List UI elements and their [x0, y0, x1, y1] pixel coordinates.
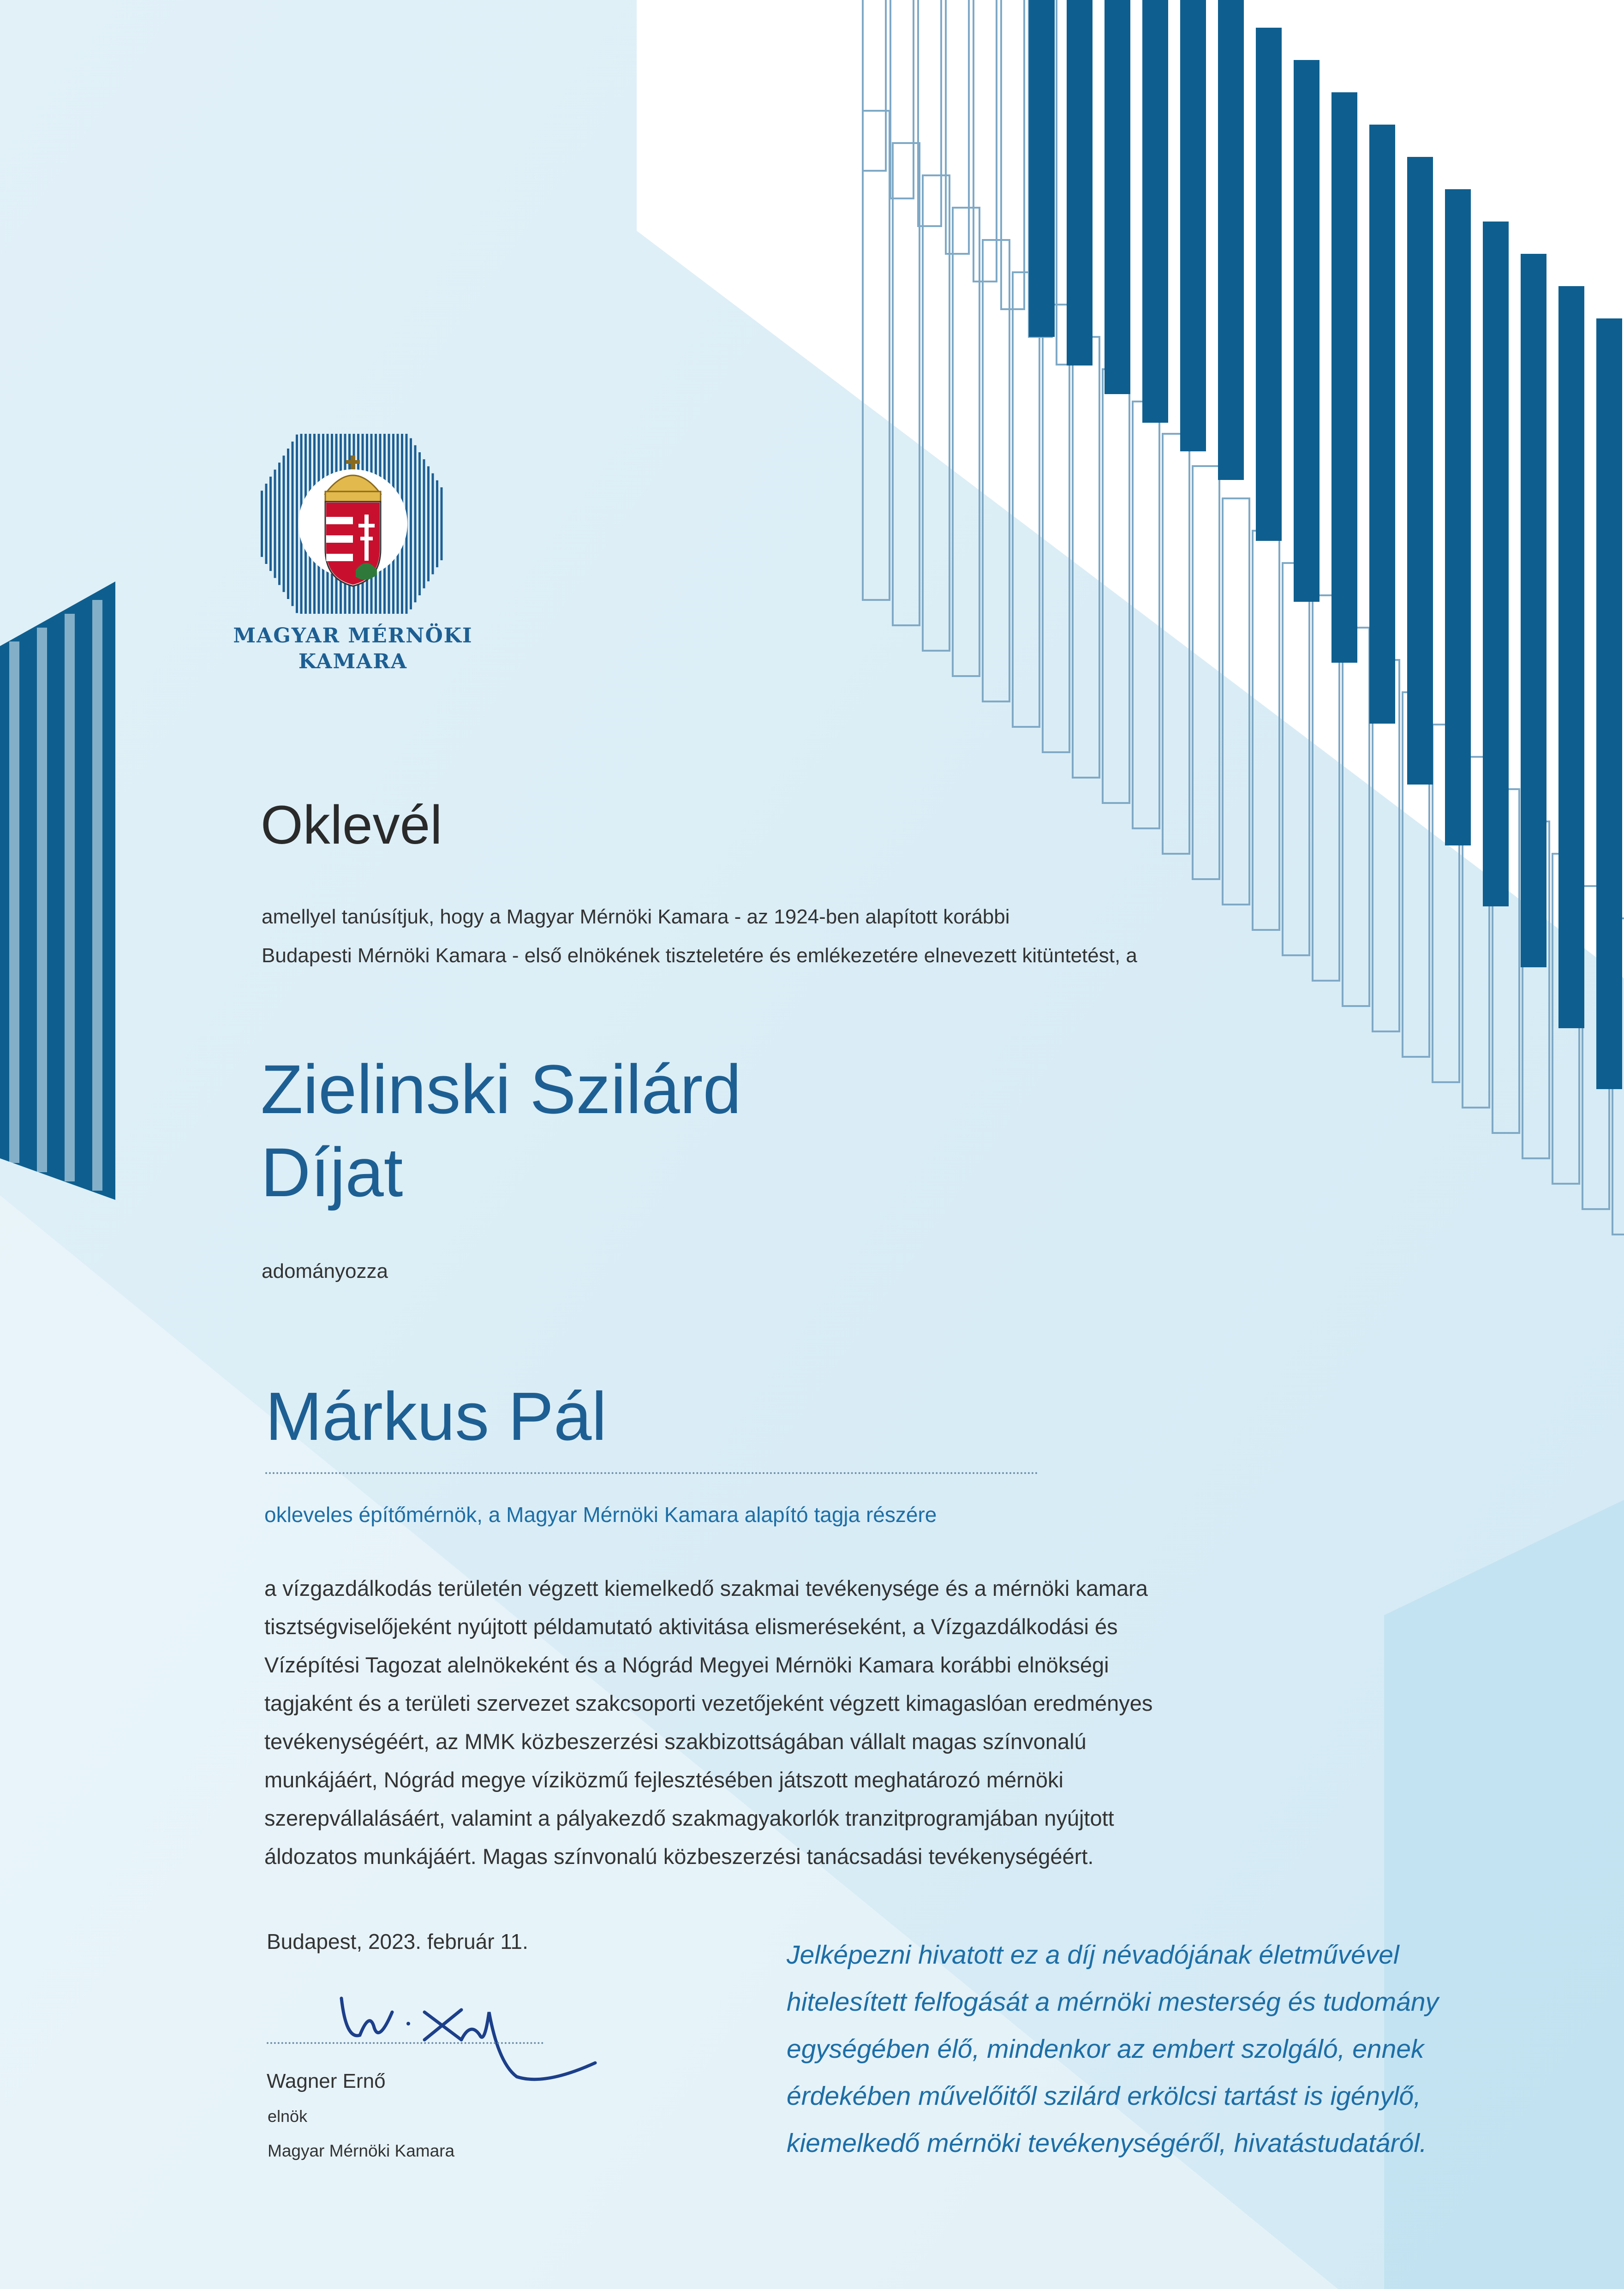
award-title	[261, 1048, 741, 1214]
dark-bar	[1331, 92, 1357, 663]
signer-role: elnök	[268, 2107, 308, 2126]
logo-stripe	[283, 455, 285, 592]
citation-line: a vízgazdálkodás területén végzett kiemelkedő szakmai tevékenysége és a mérnöki kamara	[264, 1576, 1148, 1600]
dark-bar	[1596, 318, 1622, 1089]
conferral-text: adományozza	[262, 1260, 388, 1282]
intro-line-1: amellyel tanúsítjuk, hogy a Magyar Mérnöki Kamara - az 1924-ben alapított korábbi	[262, 905, 1010, 928]
logo-stripe	[427, 466, 430, 581]
citation-line: tevékenységéért, az MMK közbeszerzési szakbizottságában vállalt magas színvonalú	[264, 1729, 1087, 1754]
dark-bar	[1294, 60, 1320, 602]
dark-bar	[1067, 0, 1093, 366]
motto-line: érdekében művelőitől szilárd erkölcsi tartást is igénylő,	[787, 2081, 1421, 2111]
dark-bar	[1407, 157, 1433, 785]
dark-bar	[1180, 0, 1206, 451]
logo-line-1: MAGYAR MÉRNÖKI	[233, 624, 473, 647]
dark-bar	[1142, 0, 1168, 423]
intro-line-2: Budapesti Mérnöki Kamara - első elnökének tiszteletére és emlékezetére elnevezett kitüntetést, a	[262, 944, 1137, 967]
intro-text	[262, 898, 1138, 975]
dark-bar	[1029, 0, 1055, 337]
citation-line: Vízépítési Tagozat alelnökeként és a Nógrád Megyei Mérnöki Kamara korábbi elnökségi	[264, 1653, 1109, 1677]
logo-stripe	[441, 487, 443, 560]
citation-text	[264, 1569, 1210, 1876]
logo-stripe	[432, 473, 434, 575]
signer-organization: Magyar Mérnöki Kamara	[268, 2141, 455, 2160]
dark-bar	[1558, 286, 1584, 1028]
dark-bar	[1369, 125, 1395, 724]
signer-name: Wagner Ernő	[267, 2070, 386, 2092]
citation-line: szerepvállalásáért, valamint a pályakezdő szakmagyakorlók tranzitprogramjában nyújtott	[264, 1806, 1114, 1830]
recipient-capacity: okleveles építőmérnök, a Magyar Mérnöki Kamara alapító tagja részére	[264, 1503, 937, 1527]
signature-line	[267, 2042, 543, 2044]
logo-stripe	[292, 442, 294, 606]
logo-stripe	[274, 470, 276, 578]
dark-bar	[1256, 28, 1282, 541]
coat-of-arms-icon	[325, 502, 381, 586]
logo-text	[231, 623, 475, 675]
motto-line: Jelképezni hivatott ez a díj névadójának életművével	[787, 1940, 1399, 1970]
dark-bar	[1445, 189, 1471, 845]
dark-bar	[1483, 222, 1509, 906]
logo-stripe	[261, 491, 263, 557]
citation-line: tagjaként és a területi szervezet szakcsoporti vezetőjeként végzett kimagaslóan eredményes	[264, 1691, 1153, 1715]
motto-line: kiemelkedő mérnöki tevékenységéről, hivatástudatáról.	[787, 2128, 1427, 2158]
recipient-name: Márkus Pál	[265, 1378, 607, 1455]
lower-right-blue-panel	[1384, 1500, 1624, 2289]
logo-stripe	[265, 484, 268, 564]
citation-line: áldozatos munkájáért. Magas színvonalú közbeszerzési tanácsadási tevékenységéért.	[264, 1844, 1094, 1869]
logo-stripe	[436, 480, 438, 567]
logo-stripe	[296, 435, 298, 613]
citation-line: tisztségviselőjeként nyújtott példamutató aktivitása elismeréseként, a Vízgazdálkodási és	[264, 1614, 1118, 1639]
dark-bar	[1218, 0, 1244, 480]
logo-stripe	[269, 477, 272, 571]
dark-bar	[1105, 0, 1130, 394]
award-line-2: Díjat	[261, 1133, 403, 1211]
award-line-1: Zielinski Szilárd	[261, 1050, 741, 1128]
motto-line: egységében élő, mindenkor az embert szolgáló, ennek	[787, 2034, 1424, 2064]
motto-line: hitelesített felfogását a mérnöki mesterség és tudomány	[787, 1987, 1439, 2017]
date-place: Budapest, 2023. február 11.	[267, 1929, 528, 1953]
citation-line: munkájáért, Nógrád megye víziközmű fejlesztésében játszott meghatározó mérnöki	[264, 1768, 1063, 1792]
logo-stripe	[410, 438, 412, 610]
dark-bar	[1521, 254, 1546, 967]
award-motto	[787, 1931, 1534, 2167]
logo-line-2: KAMARA	[298, 650, 408, 673]
logo-stripe	[414, 445, 417, 602]
logo-stripe	[423, 459, 425, 588]
logo-stripe	[418, 452, 421, 595]
logo-stripe	[278, 462, 281, 585]
logo-stripe	[287, 449, 289, 599]
recipient-underline	[265, 1472, 1038, 1474]
logo-emblem	[256, 431, 450, 616]
document-title: Oklevél	[261, 795, 442, 856]
